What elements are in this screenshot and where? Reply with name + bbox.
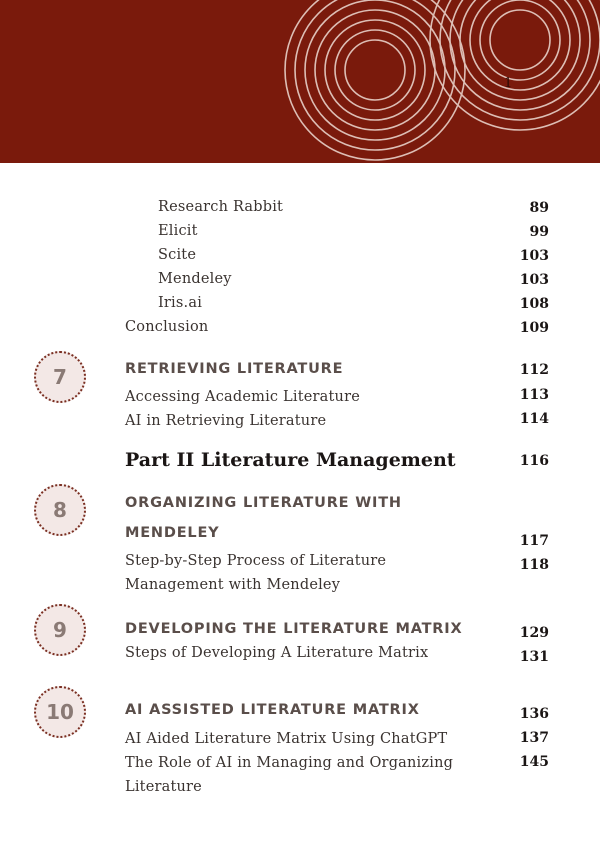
- chapter-9-page: 129: [519, 625, 549, 641]
- toc-entry-role-of-ai-line1[interactable]: The Role of AI in Managing and Organizing: [125, 755, 454, 771]
- toc-entry-step-by-step-line1[interactable]: Step-by-Step Process of Literature: [125, 553, 387, 569]
- toc-page-mendeley: 103: [519, 272, 549, 288]
- toc-page-elicit: 99: [529, 224, 549, 240]
- toc-page-scite: 103: [519, 248, 549, 264]
- toc-page-ai-aided-matrix: 137: [519, 730, 549, 746]
- toc-entry-scite[interactable]: Scite: [158, 247, 197, 263]
- toc-entry-iris-ai[interactable]: Iris.ai: [158, 295, 203, 311]
- chapter-8-page: 117: [519, 533, 549, 549]
- chapter-10-title[interactable]: AI ASSISTED LITERATURE MATRIX: [125, 702, 420, 718]
- chapter-7-title[interactable]: RETRIEVING LITERATURE: [125, 361, 344, 377]
- toc-page-research-rabbit: 89: [529, 200, 549, 216]
- toc-entry-ai-aided-matrix[interactable]: AI Aided Literature Matrix Using ChatGPT: [125, 731, 448, 747]
- chapter-8-title-line1[interactable]: ORGANIZING LITERATURE WITH: [125, 495, 402, 511]
- chapter-10-page: 136: [519, 706, 549, 722]
- toc-entry-step-by-step-line2[interactable]: Management with Mendeley: [125, 577, 341, 593]
- toc-entry-ai-retrieving-literature[interactable]: AI in Retrieving Literature: [125, 413, 327, 429]
- chapter-7-page: 112: [519, 362, 549, 378]
- toc-entry-steps-literature-matrix[interactable]: Steps of Developing A Literature Matrix: [125, 645, 429, 661]
- chapter-8-badge: 8: [34, 484, 86, 536]
- toc-page-step-by-step: 118: [519, 557, 549, 573]
- toc-entry-role-of-ai-line2[interactable]: Literature: [125, 779, 202, 795]
- toc-entry-accessing-academic-literature[interactable]: Accessing Academic Literature: [125, 389, 360, 405]
- toc-page-iris-ai: 108: [519, 296, 549, 312]
- page-number: 1: [504, 76, 513, 91]
- toc-entry-elicit[interactable]: Elicit: [158, 223, 198, 239]
- part-2-page: 116: [519, 453, 549, 469]
- toc-page-role-of-ai: 145: [519, 754, 549, 770]
- chapter-10-badge: 10: [34, 686, 86, 738]
- toc-entry-conclusion[interactable]: Conclusion: [125, 319, 209, 335]
- toc-page-ai-retrieving-literature: 114: [519, 411, 549, 427]
- chapter-9-badge: 9: [34, 604, 86, 656]
- toc-page-steps-literature-matrix: 131: [519, 649, 549, 665]
- toc-entry-research-rabbit[interactable]: Research Rabbit: [158, 199, 284, 215]
- chapter-7-badge: 7: [34, 351, 86, 403]
- chapter-9-title[interactable]: DEVELOPING THE LITERATURE MATRIX: [125, 621, 463, 637]
- toc-page-conclusion: 109: [519, 320, 549, 336]
- header-banner: [0, 0, 600, 163]
- chapter-8-title-line2[interactable]: MENDELEY: [125, 525, 220, 541]
- toc-page-accessing-academic-literature: 113: [519, 387, 549, 403]
- part-2-title[interactable]: Part II Literature Management: [125, 449, 456, 471]
- toc-entry-mendeley[interactable]: Mendeley: [158, 271, 232, 287]
